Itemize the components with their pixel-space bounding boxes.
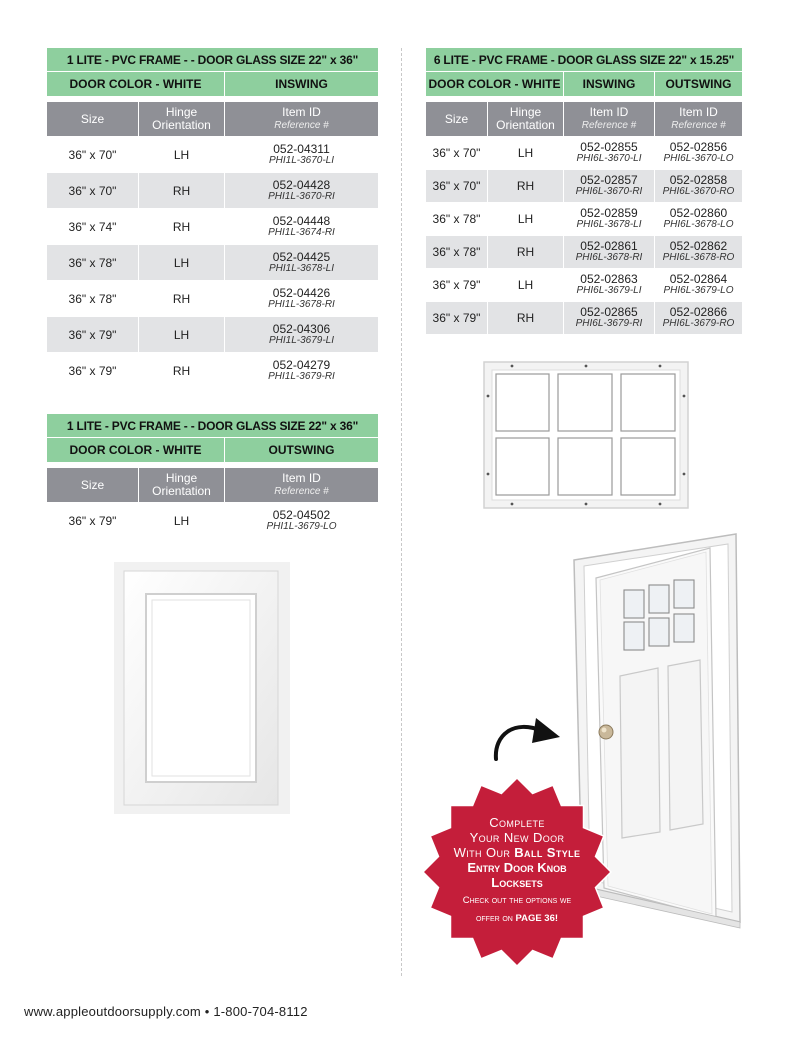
item-header: Item ID Reference # xyxy=(225,468,378,502)
size-cell: 36" x 78" xyxy=(68,291,117,306)
inswing-label: INSWING xyxy=(564,72,654,96)
item-cell: 052-04311 PHI1L-3670-LI xyxy=(268,141,335,166)
item-cell: 052-02861 PHI6L-3678-RI xyxy=(564,236,654,268)
hinge-cell: RH xyxy=(172,291,191,306)
table-row xyxy=(426,269,742,301)
size-cell: 36" x 78" xyxy=(47,245,138,280)
item-cell: 052-02863 PHI6L-3679-LI xyxy=(576,272,642,296)
swing-label: OUTSWING xyxy=(225,438,378,462)
table-row xyxy=(426,236,742,268)
item-cell: 052-02855 PHI6L-3670-LI xyxy=(576,140,642,164)
curved-arrow-icon xyxy=(486,707,566,763)
outswing-label: OUTSWING xyxy=(655,72,742,96)
table-6lite xyxy=(425,47,743,335)
size-cell: 36" x 79" xyxy=(426,302,487,334)
size-cell: 36" x 70" xyxy=(426,170,487,202)
item-cell: 052-02865 PHI6L-3679-RI xyxy=(564,302,654,334)
size-cell: 36" x 78" xyxy=(426,236,487,268)
promo-line-2: Your New Door xyxy=(469,830,565,845)
item-cell: 052-02860 PHI6L-3678-LO xyxy=(663,206,734,230)
size-cell: 36" x 79" xyxy=(47,317,138,352)
item-cell: 052-02864 PHI6L-3679-LO xyxy=(663,272,734,296)
item-header: Item ID Reference # xyxy=(225,102,378,136)
size-cell: 36" x 70" xyxy=(47,173,138,208)
hinge-cell: RH xyxy=(488,170,563,202)
item-cell: 052-04279 PHI1L-3679-RI xyxy=(268,357,335,382)
size-cell: 36" x 79" xyxy=(68,363,117,378)
item-cell: 052-04306 PHI1L-3679-LI xyxy=(225,317,378,352)
table-row xyxy=(426,170,742,202)
hinge-header: Hinge Orientation xyxy=(139,102,224,136)
hinge-cell: LH xyxy=(173,147,190,162)
hinge-cell: LH xyxy=(173,513,190,528)
hinge-header: Hinge Orientation xyxy=(488,102,563,136)
size-cell: 36" x 70" xyxy=(432,146,481,160)
promo-badge-text xyxy=(432,815,602,926)
size-header: Size xyxy=(47,468,138,502)
hinge-cell: RH xyxy=(139,173,224,208)
item-cell: 052-02856 PHI6L-3670-LO xyxy=(663,140,734,164)
size-header: Size xyxy=(426,102,487,136)
table-row xyxy=(47,209,378,244)
six-lite-window xyxy=(482,360,690,510)
size-header: Size xyxy=(47,102,138,136)
hinge-cell: LH xyxy=(517,278,534,292)
table-row xyxy=(47,317,378,352)
hinge-cell: RH xyxy=(172,219,191,234)
column-divider xyxy=(401,48,402,976)
table-row xyxy=(426,203,742,235)
hinge-header: Hinge Orientation xyxy=(139,468,224,502)
size-cell: 36" x 70" xyxy=(68,147,117,162)
door-color-label: DOOR COLOR - WHITE xyxy=(426,72,563,96)
hinge-cell: RH xyxy=(172,363,191,378)
table-1lite-inswing xyxy=(46,47,379,389)
item-cell: 052-04426 PHI1L-3678-RI xyxy=(268,285,335,310)
size-cell: 36" x 79" xyxy=(432,278,481,292)
table-title: 1 LITE - PVC FRAME - - DOOR GLASS SIZE 22" x 36" xyxy=(47,48,378,71)
hinge-cell: LH xyxy=(139,245,224,280)
table-row xyxy=(47,173,378,208)
item-cell: 052-04448 PHI1L-3674-RI xyxy=(268,213,335,238)
table-row xyxy=(426,137,742,169)
hinge-cell: RH xyxy=(488,302,563,334)
item-cell: 052-04428 PHI1L-3670-RI xyxy=(225,173,378,208)
size-cell: 36" x 74" xyxy=(68,219,117,234)
item-cell: 052-04425 PHI1L-3678-LI xyxy=(225,245,378,280)
promo-line-5: Locksets xyxy=(491,875,543,890)
hinge-cell: LH xyxy=(517,146,534,160)
size-cell: 36" x 79" xyxy=(68,513,117,528)
size-cell: 36" x 78" xyxy=(432,212,481,226)
table-title: 1 LITE - PVC FRAME - - DOOR GLASS SIZE 22" x 36" xyxy=(47,414,378,437)
swing-label: INSWING xyxy=(225,72,378,96)
door-color-label: DOOR COLOR - WHITE xyxy=(47,72,224,96)
single-lite-window xyxy=(108,558,298,820)
hinge-cell: LH xyxy=(139,317,224,352)
item-header: Item ID Reference # xyxy=(564,102,654,136)
item-cell: 052-02857 PHI6L-3670-RI xyxy=(564,170,654,202)
table-row xyxy=(426,302,742,334)
table-row xyxy=(47,281,378,316)
item-cell: 052-02866 PHI6L-3679-RO xyxy=(655,302,742,334)
hinge-cell: LH xyxy=(517,212,534,226)
table-1lite-outswing xyxy=(46,413,379,539)
hinge-cell: RH xyxy=(488,236,563,268)
item-cell: 052-02859 PHI6L-3678-LI xyxy=(576,206,642,230)
table-row xyxy=(47,245,378,280)
table-row xyxy=(47,353,378,388)
item-cell: 052-02858 PHI6L-3670-RO xyxy=(655,170,742,202)
table-title: 6 LITE - PVC FRAME - DOOR GLASS SIZE 22" x 15.25" xyxy=(426,48,742,71)
table-row xyxy=(47,137,378,172)
promo-line-7: offer on PAGE 36! xyxy=(475,913,559,924)
item-cell: 052-02862 PHI6L-3678-RO xyxy=(655,236,742,268)
table-row xyxy=(47,503,378,538)
promo-line-4: Entry Door Knob xyxy=(467,860,567,875)
promo-line-1: Complete xyxy=(489,815,545,830)
door-color-label: DOOR COLOR - WHITE xyxy=(47,438,224,462)
promo-line-6: Check out the options we xyxy=(462,895,572,906)
item-cell: 052-04502 PHI1L-3679-LO xyxy=(266,507,337,532)
promo-line-3: With Our Ball Style xyxy=(453,845,581,860)
item-header: Item ID Reference # xyxy=(655,102,742,136)
footer-contact: www.appleoutdoorsupply.com • 1-800-704-8112 xyxy=(24,1004,308,1019)
